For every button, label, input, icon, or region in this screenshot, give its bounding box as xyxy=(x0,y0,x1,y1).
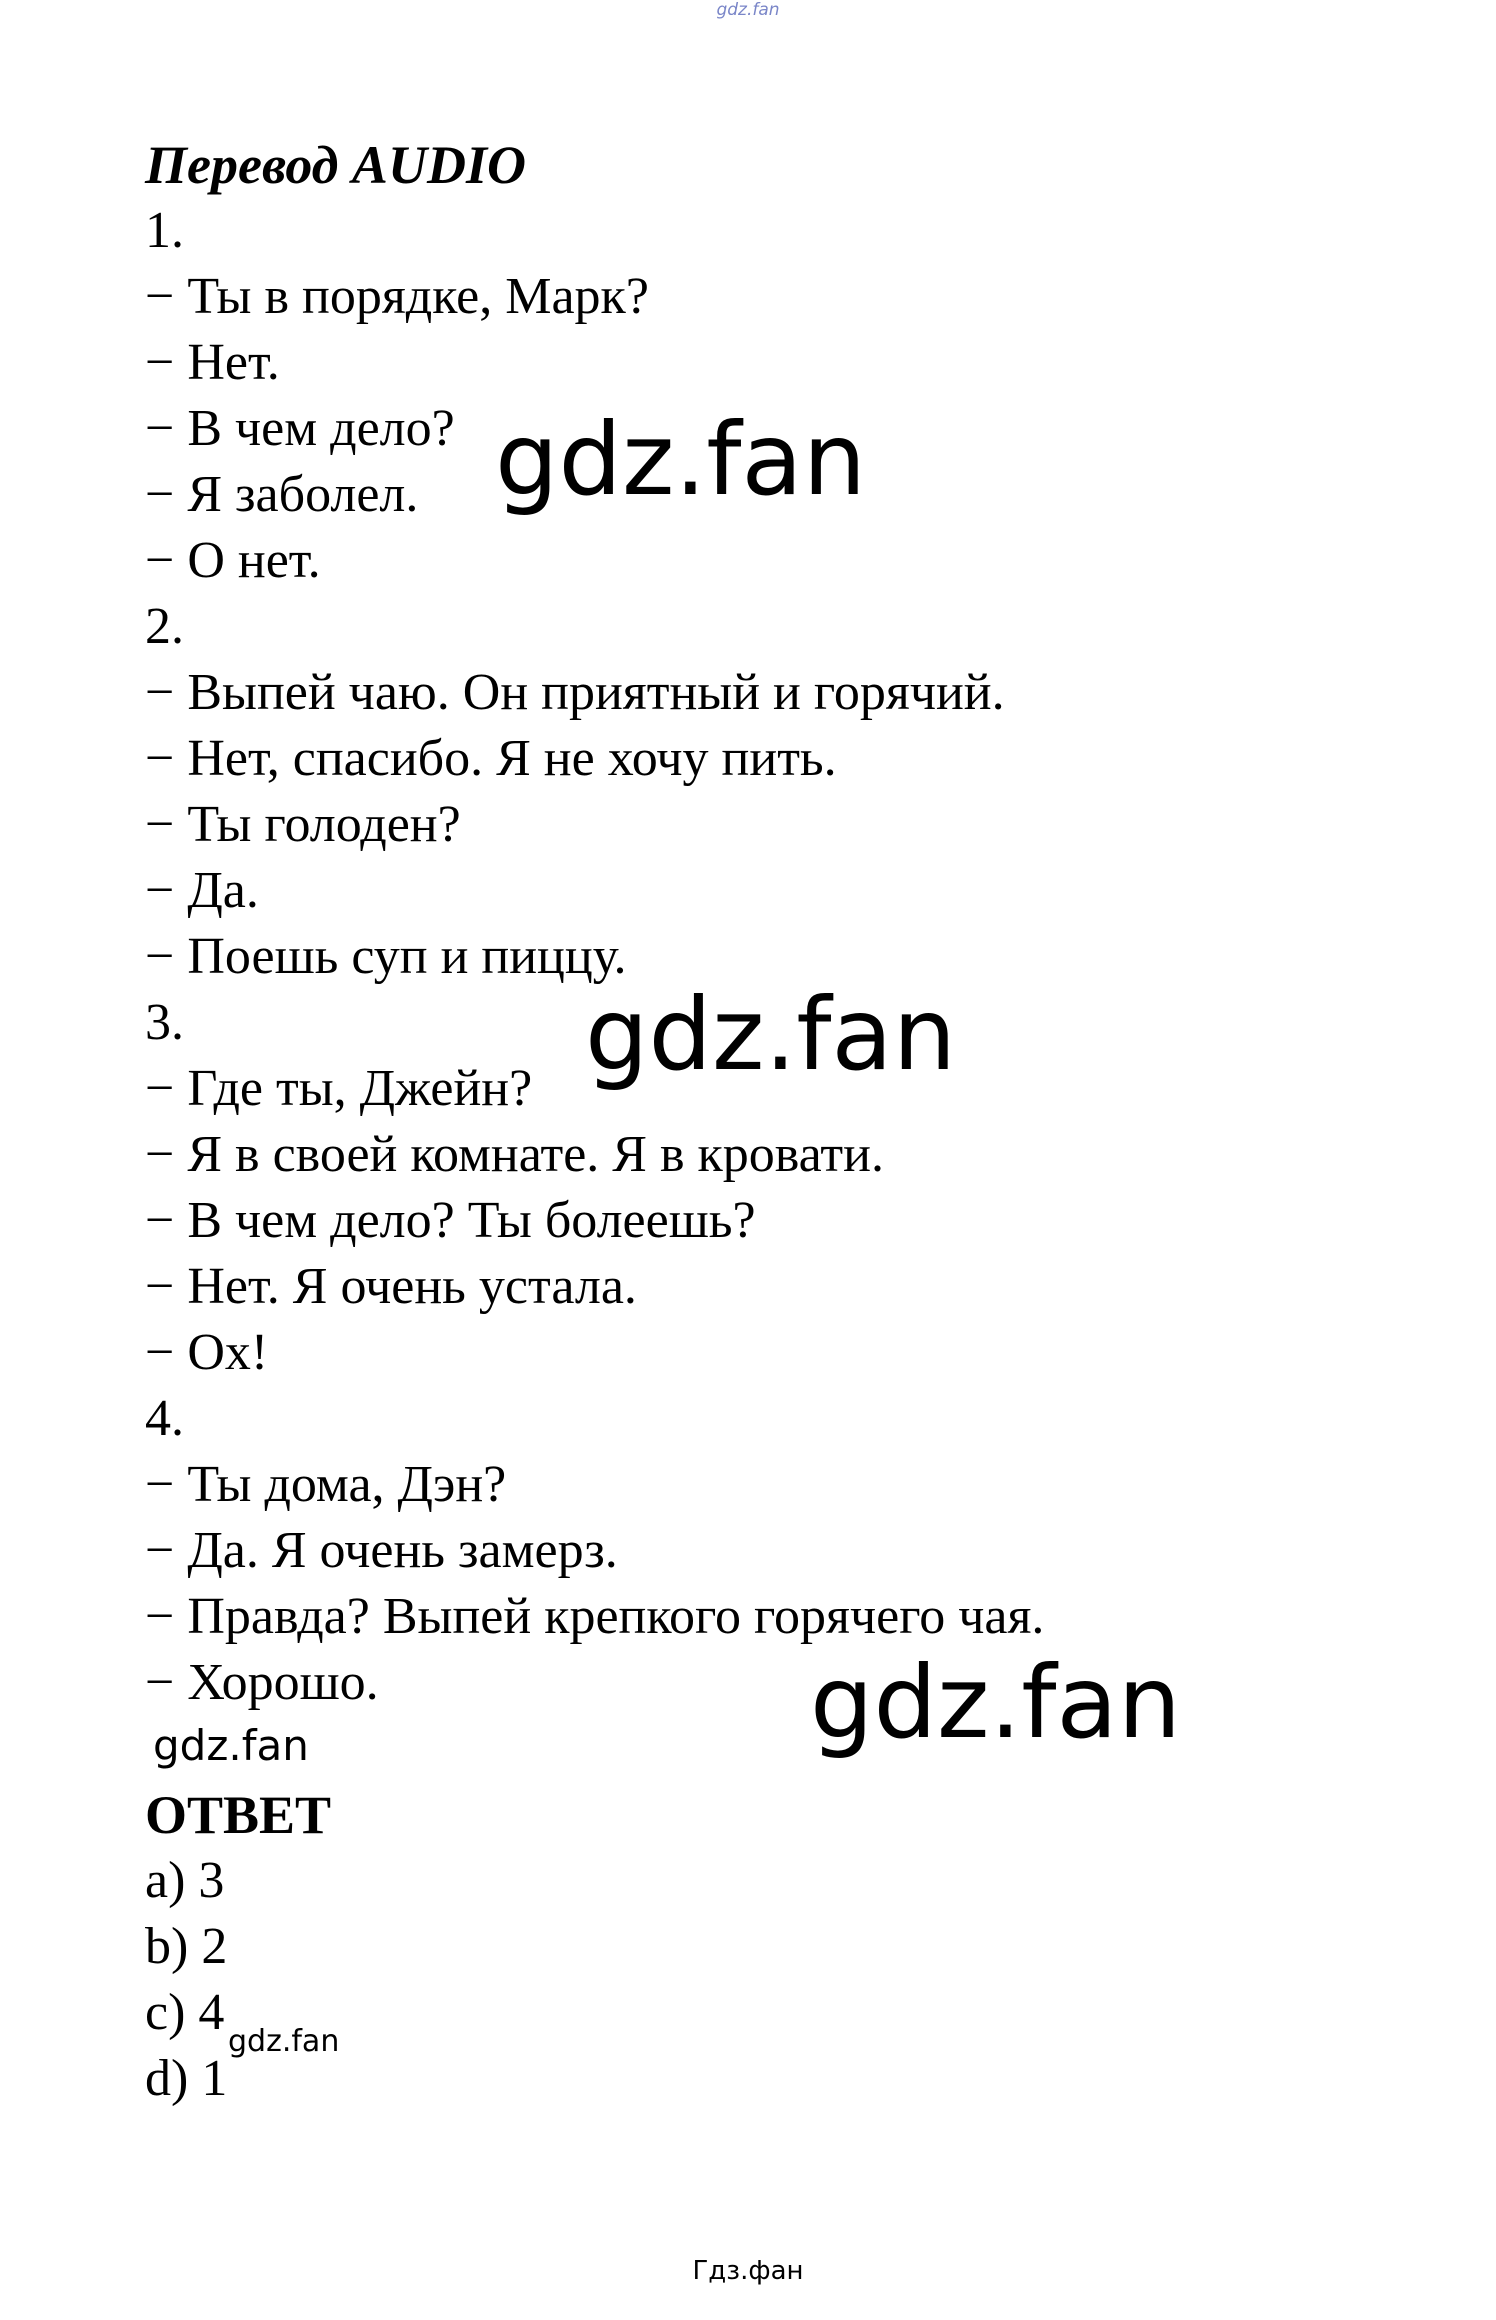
text-line: − Выпей чаю. Он приятный и горячий. xyxy=(145,664,1005,721)
footer-watermark: Гдз.фан xyxy=(692,2256,804,2286)
text-line: − Поешь суп и пиццу. xyxy=(145,928,627,985)
answer-line: b) 2 xyxy=(145,1918,228,1975)
text-line: 4. xyxy=(145,1390,184,1447)
watermark: gdz.fan xyxy=(495,401,867,518)
document-title: Перевод AUDIO xyxy=(145,135,526,195)
text-line: − Хорошо. xyxy=(145,1654,379,1711)
text-line: − Ты голоден? xyxy=(145,796,461,853)
text-line: − В чем дело? Ты болеешь? xyxy=(145,1192,756,1249)
text-line: − Нет. xyxy=(145,334,280,391)
text-line: 1. xyxy=(145,202,184,259)
text-line: − Правда? Выпей крепкого горячего чая. xyxy=(145,1588,1045,1645)
text-line: − Да. Я очень замерз. xyxy=(145,1522,618,1579)
answer-title: ОТВЕТ xyxy=(145,1785,332,1845)
spacer xyxy=(145,1716,1405,1782)
watermark: gdz.fan xyxy=(228,2024,340,2059)
text-line: − Я в своей комнате. Я в кровати. xyxy=(145,1126,884,1183)
top-watermark: gdz.fan xyxy=(716,0,780,20)
text-line: − О нет. xyxy=(145,532,321,589)
text-line: − Где ты, Джейн? xyxy=(145,1060,533,1117)
text-line: − Ты в порядке, Марк? xyxy=(145,268,649,325)
text-line: − Нет. Я очень устала. xyxy=(145,1258,637,1315)
watermark: gdz.fan xyxy=(585,976,957,1093)
text-line: − Ты дома, Дэн? xyxy=(145,1456,507,1513)
text-line: − Я заболел. xyxy=(145,466,419,523)
text-line: − Ох! xyxy=(145,1324,269,1381)
text-line: − В чем дело? xyxy=(145,400,455,457)
text-line: − Нет, спасибо. Я не хочу пить. xyxy=(145,730,837,787)
text-line: 2. xyxy=(145,598,184,655)
text-line: − Да. xyxy=(145,862,259,919)
watermark: gdz.fan xyxy=(810,1644,1182,1761)
answer-line: a) 3 xyxy=(145,1852,225,1909)
answer-line: d) 1 xyxy=(145,2050,228,2107)
text-line: 3. xyxy=(145,994,184,1051)
answer-line: c) 4 xyxy=(145,1984,225,2041)
watermark: gdz.fan xyxy=(153,1721,309,1770)
